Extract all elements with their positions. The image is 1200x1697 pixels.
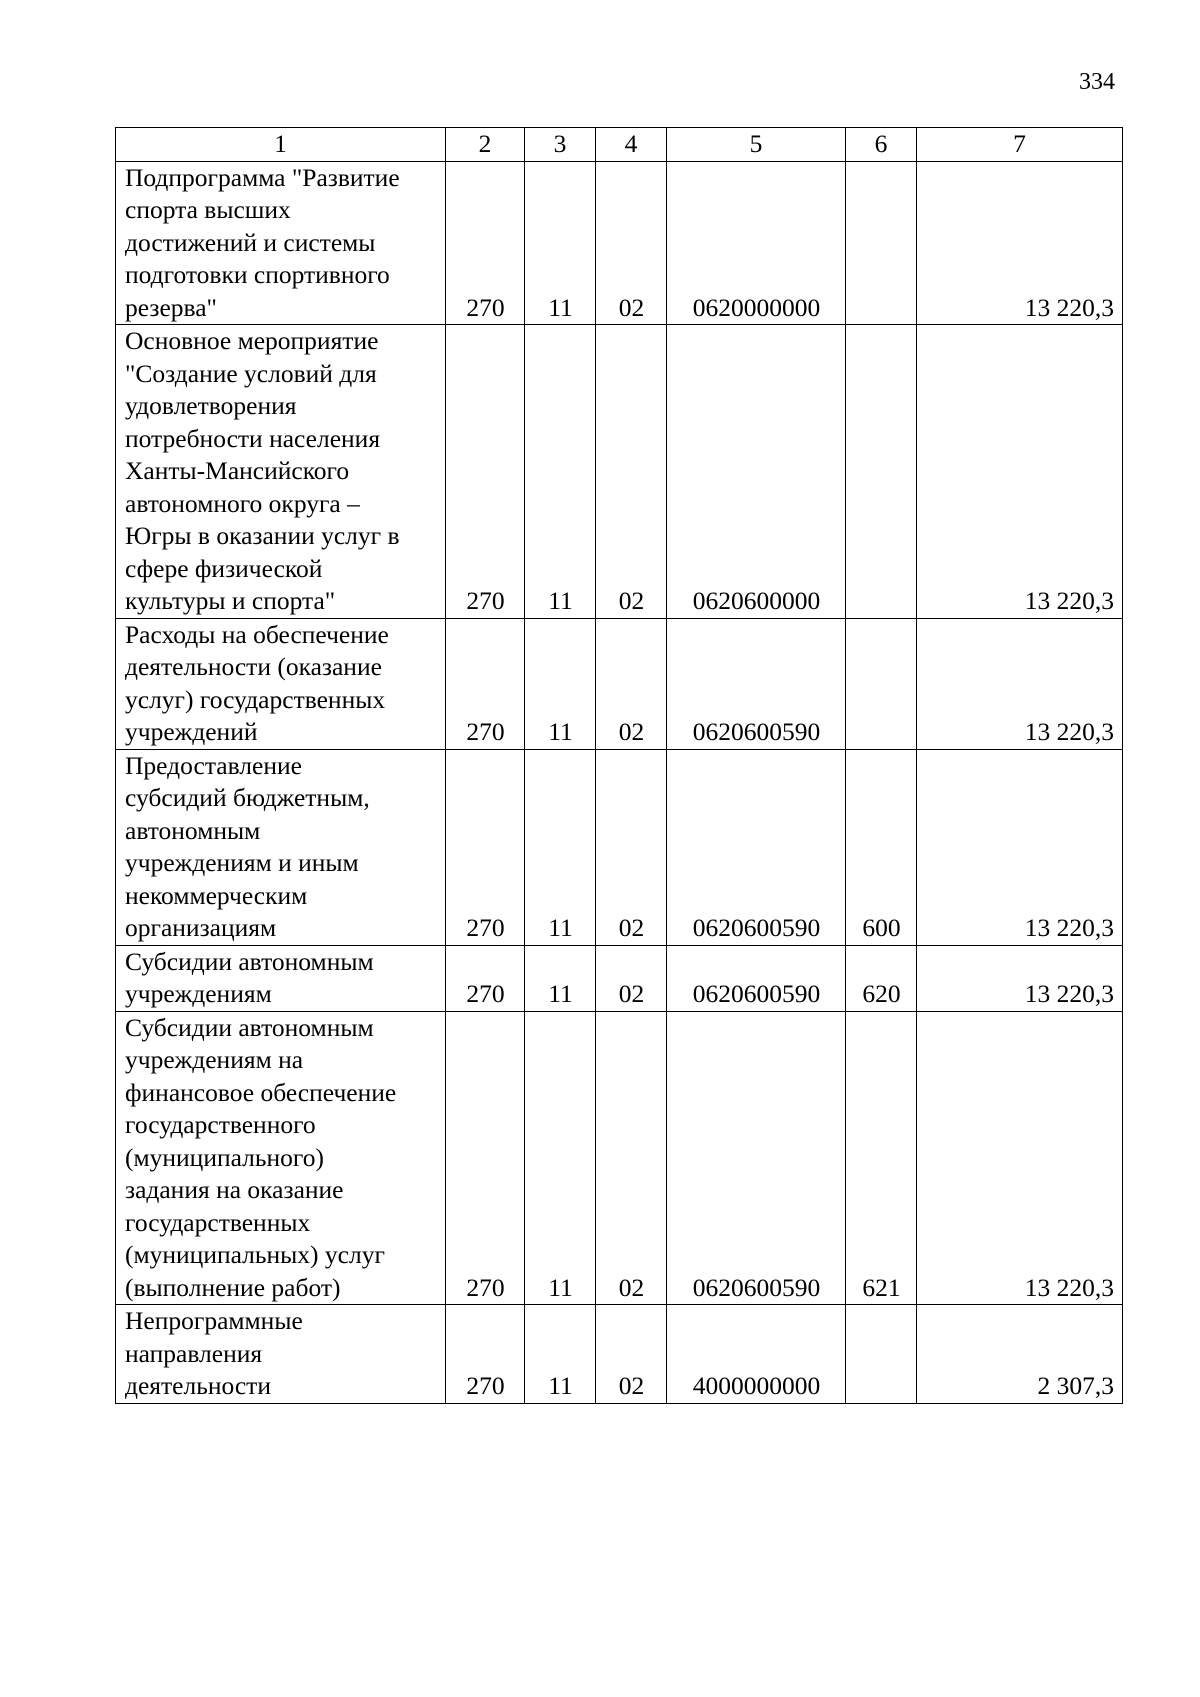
budget-table xyxy=(115,127,1123,1404)
row-name: Расходы на обеспечение деятельности (оказание услуг) государственных учреждений xyxy=(116,618,446,749)
row-ministry-code: 270 xyxy=(446,161,525,325)
row-subsection-code: 02 xyxy=(596,325,667,619)
row-ministry-code: 270 xyxy=(446,618,525,749)
header-col-3: 3 xyxy=(525,128,596,162)
row-expense-type: 620 xyxy=(846,945,917,1011)
table-body xyxy=(116,161,1123,1403)
row-expense-type: 621 xyxy=(846,1011,917,1305)
row-amount: 2 307,3 xyxy=(917,1305,1123,1404)
row-amount: 13 220,3 xyxy=(917,618,1123,749)
table-row xyxy=(116,749,1123,945)
row-target-article: 0620000000 xyxy=(667,161,846,325)
header-row xyxy=(116,128,1123,162)
row-name: Субсидии автономным учреждениям на финансовое обеспечение государственного (муниципального) задания на оказание государственных (муниципальных) услуг (выполнение работ) xyxy=(116,1011,446,1305)
row-ministry-code: 270 xyxy=(446,945,525,1011)
row-expense-type xyxy=(846,618,917,749)
table-row xyxy=(116,618,1123,749)
header-col-7: 7 xyxy=(917,128,1123,162)
header-col-1: 1 xyxy=(116,128,446,162)
table-row xyxy=(116,945,1123,1011)
row-name: Предоставление субсидий бюджетным, автономным учреждениям и иным некоммерческим организациям xyxy=(116,749,446,945)
header-col-4: 4 xyxy=(596,128,667,162)
row-amount: 13 220,3 xyxy=(917,945,1123,1011)
row-ministry-code: 270 xyxy=(446,749,525,945)
row-ministry-code: 270 xyxy=(446,1011,525,1305)
row-ministry-code: 270 xyxy=(446,1305,525,1404)
row-section-code: 11 xyxy=(525,1011,596,1305)
row-expense-type xyxy=(846,161,917,325)
table-row xyxy=(116,161,1123,325)
row-target-article: 0620600590 xyxy=(667,618,846,749)
row-subsection-code: 02 xyxy=(596,161,667,325)
header-col-6: 6 xyxy=(846,128,917,162)
row-subsection-code: 02 xyxy=(596,749,667,945)
row-amount: 13 220,3 xyxy=(917,749,1123,945)
row-name: Субсидии автономным учреждениям xyxy=(116,945,446,1011)
row-section-code: 11 xyxy=(525,161,596,325)
header-col-2: 2 xyxy=(446,128,525,162)
row-amount: 13 220,3 xyxy=(917,1011,1123,1305)
row-expense-type: 600 xyxy=(846,749,917,945)
row-ministry-code: 270 xyxy=(446,325,525,619)
table-row xyxy=(116,1011,1123,1305)
row-name: Подпрограмма "Развитие спорта высших достижений и системы подготовки спортивного резерва" xyxy=(116,161,446,325)
row-target-article: 0620600590 xyxy=(667,1011,846,1305)
table-row xyxy=(116,1305,1123,1404)
row-target-article: 0620600590 xyxy=(667,749,846,945)
row-section-code: 11 xyxy=(525,1305,596,1404)
row-amount: 13 220,3 xyxy=(917,325,1123,619)
row-subsection-code: 02 xyxy=(596,1305,667,1404)
row-expense-type xyxy=(846,325,917,619)
row-subsection-code: 02 xyxy=(596,1011,667,1305)
row-name: Непрограммные направления деятельности xyxy=(116,1305,446,1404)
row-section-code: 11 xyxy=(525,749,596,945)
header-col-5: 5 xyxy=(667,128,846,162)
row-name: Основное мероприятие "Создание условий для удовлетворения потребности населения Ханты-Мансийского автономного округа – Югры в оказании услуг в сфере физической культуры и спорта" xyxy=(116,325,446,619)
row-expense-type xyxy=(846,1305,917,1404)
row-section-code: 11 xyxy=(525,945,596,1011)
row-target-article: 0620600000 xyxy=(667,325,846,619)
row-target-article: 0620600590 xyxy=(667,945,846,1011)
row-subsection-code: 02 xyxy=(596,618,667,749)
row-target-article: 4000000000 xyxy=(667,1305,846,1404)
page-number: 334 xyxy=(1079,69,1115,95)
row-section-code: 11 xyxy=(525,618,596,749)
row-subsection-code: 02 xyxy=(596,945,667,1011)
table-header xyxy=(116,128,1123,162)
row-amount: 13 220,3 xyxy=(917,161,1123,325)
row-section-code: 11 xyxy=(525,325,596,619)
table-row xyxy=(116,325,1123,619)
